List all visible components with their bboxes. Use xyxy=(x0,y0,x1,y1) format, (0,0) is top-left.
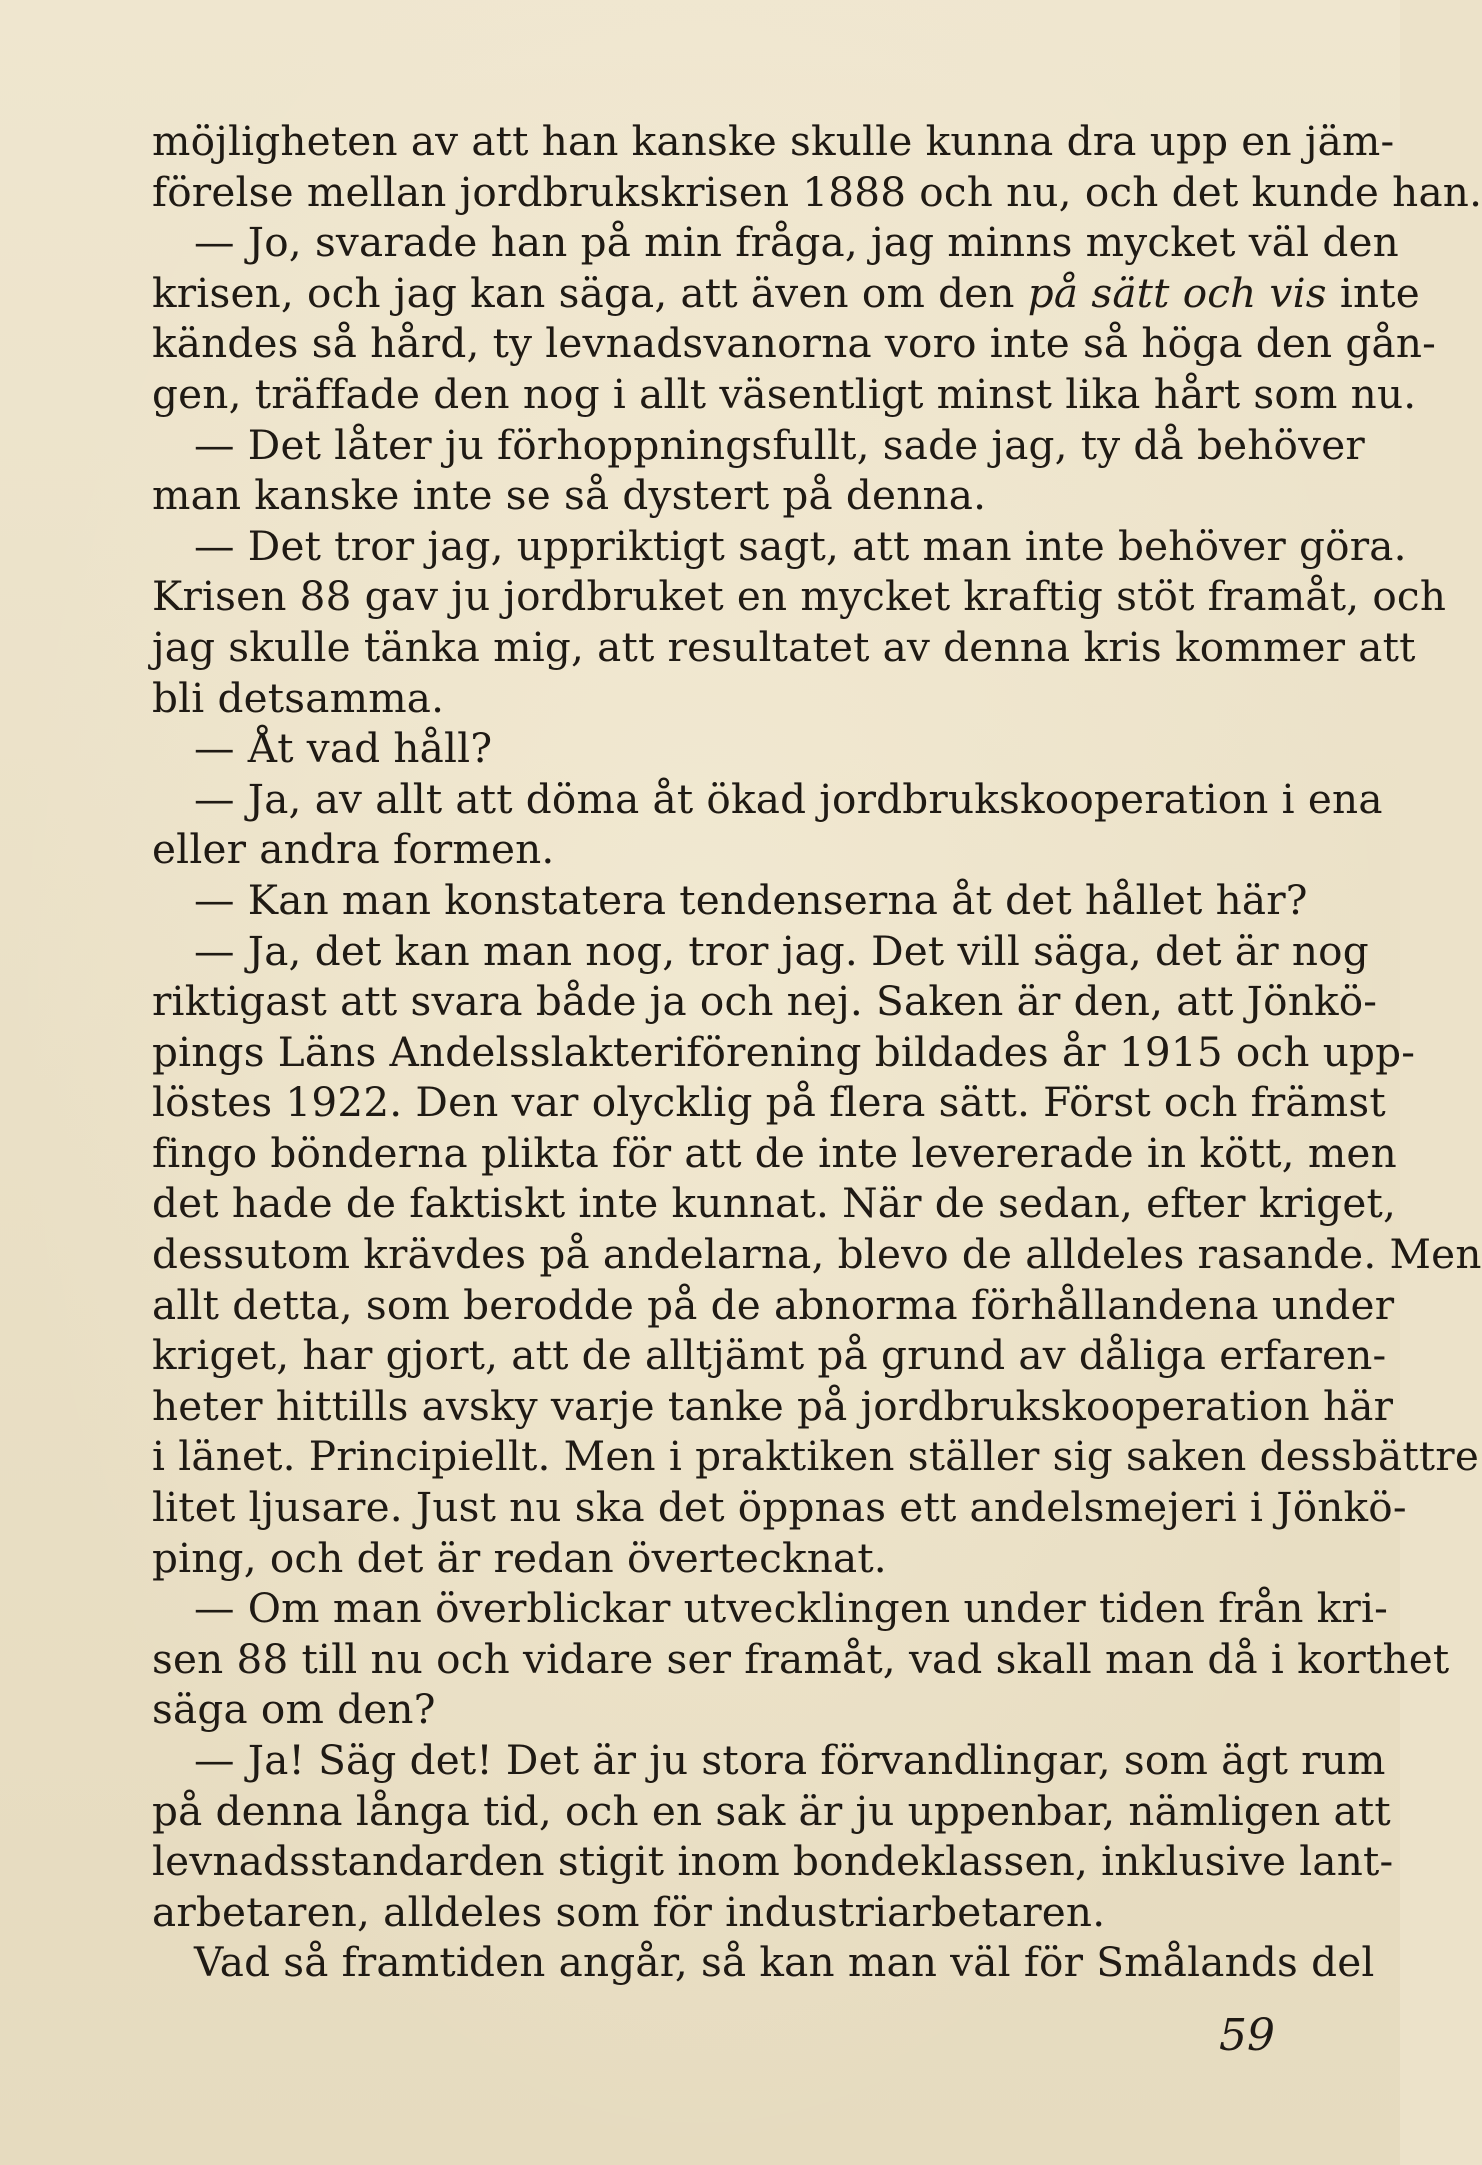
text-line: kändes så hård, ty levnadsvanorna voro inte så höga den gån- xyxy=(152,319,1437,368)
text-line: pings Läns Andelsslakteriförening bildades år 1915 och upp- xyxy=(152,1027,1416,1076)
text-line: heter hittills avsky varje tanke på jordbrukskooperation här xyxy=(152,1381,1394,1430)
text-line: arbetaren, alldeles som för industriarbetaren. xyxy=(152,1887,1106,1936)
text-line: jag skulle tänka mig, att resultatet av denna kris kommer att xyxy=(152,622,1416,671)
text-line: levnadsstandarden stigit inom bondeklassen, inklusive lant- xyxy=(152,1837,1394,1886)
text-line: — Ja, av allt att döma åt ökad jordbrukskooperation i ena xyxy=(194,774,1383,823)
text-line: möjligheten av att han kanske skulle kunna dra upp en jäm- xyxy=(152,117,1395,165)
body-text xyxy=(152,116,1482,1988)
text-line: det hade de faktiskt inte kunnat. När de sedan, efter kriget, xyxy=(152,1179,1397,1228)
text-line: — Jo, svarade han på min fråga, jag minns mycket väl den xyxy=(194,218,1399,267)
text-line: bli detsamma. xyxy=(152,673,445,722)
text-line: — Det tror jag, uppriktigt sagt, att man inte behöver göra. xyxy=(194,521,1407,570)
text-line: — Det låter ju förhoppningsfullt, sade jag, ty då behöver xyxy=(194,420,1365,469)
text-line: sen 88 till nu och vidare ser framåt, vad skall man då i korthet xyxy=(152,1634,1450,1683)
text-line: Vad så framtiden angår, så kan man väl för Smålands del xyxy=(194,1938,1375,1987)
text-line: i länet. Principiellt. Men i praktiken ställer sig saken dessbättre xyxy=(152,1432,1479,1481)
text-line: — Ja! Säg det! Det är ju stora förvandlingar, som ägt rum xyxy=(194,1736,1386,1784)
text-line: fingo bönderna plikta för att de inte levererade in kött, men xyxy=(152,1128,1397,1177)
text-line: man kanske inte se så dystert på denna. xyxy=(152,471,987,520)
text-line: — Kan man konstatera tendenserna åt det hållet här? xyxy=(194,875,1308,924)
text-line: förelse mellan jordbrukskrisen 1888 och nu, och det kunde han. xyxy=(152,167,1482,216)
text-line-pre: krisen, och jag kan säga, att även om den xyxy=(152,268,1028,317)
text-line: litet ljusare. Just nu ska det öppnas ett andelsmejeri i Jönkö- xyxy=(152,1483,1407,1532)
text-line-post: inte xyxy=(1326,268,1420,317)
text-line: säga om den? xyxy=(152,1685,436,1734)
text-line: eller andra formen. xyxy=(152,825,555,874)
text-line: riktigast att svara både ja och nej. Saken är den, att Jönkö- xyxy=(152,977,1378,1026)
text-line: dessutom krävdes på andelarna, blevo de alldeles rasande. Men xyxy=(152,1230,1482,1279)
text-line-italic-phrase xyxy=(152,268,1420,319)
page-number: 59 xyxy=(1219,2010,1275,2061)
text-line: ping, och det är redan övertecknat. xyxy=(152,1533,887,1582)
text-line: — Ja, det kan man nog, tror jag. Det vill säga, det är nog xyxy=(194,926,1369,975)
text-line: gen, träffade den nog i allt väsentligt minst lika hårt som nu. xyxy=(152,369,1417,418)
italic-phrase: på sätt och vis xyxy=(1027,268,1327,317)
text-line: löstes 1922. Den var olycklig på flera sätt. Först och främst xyxy=(152,1078,1386,1127)
text-line: Krisen 88 gav ju jordbruket en mycket kraftig stöt framåt, och xyxy=(152,572,1447,621)
text-line: på denna långa tid, och en sak är ju uppenbar, nämligen att xyxy=(152,1786,1391,1835)
text-line: — Åt vad håll? xyxy=(194,724,493,773)
text-line: — Om man överblickar utvecklingen under tiden från kri- xyxy=(194,1584,1389,1633)
text-line: kriget, har gjort, att de alltjämt på grund av dåliga erfaren- xyxy=(152,1331,1387,1380)
text-line: allt detta, som berodde på de abnorma förhållandena under xyxy=(152,1280,1395,1329)
